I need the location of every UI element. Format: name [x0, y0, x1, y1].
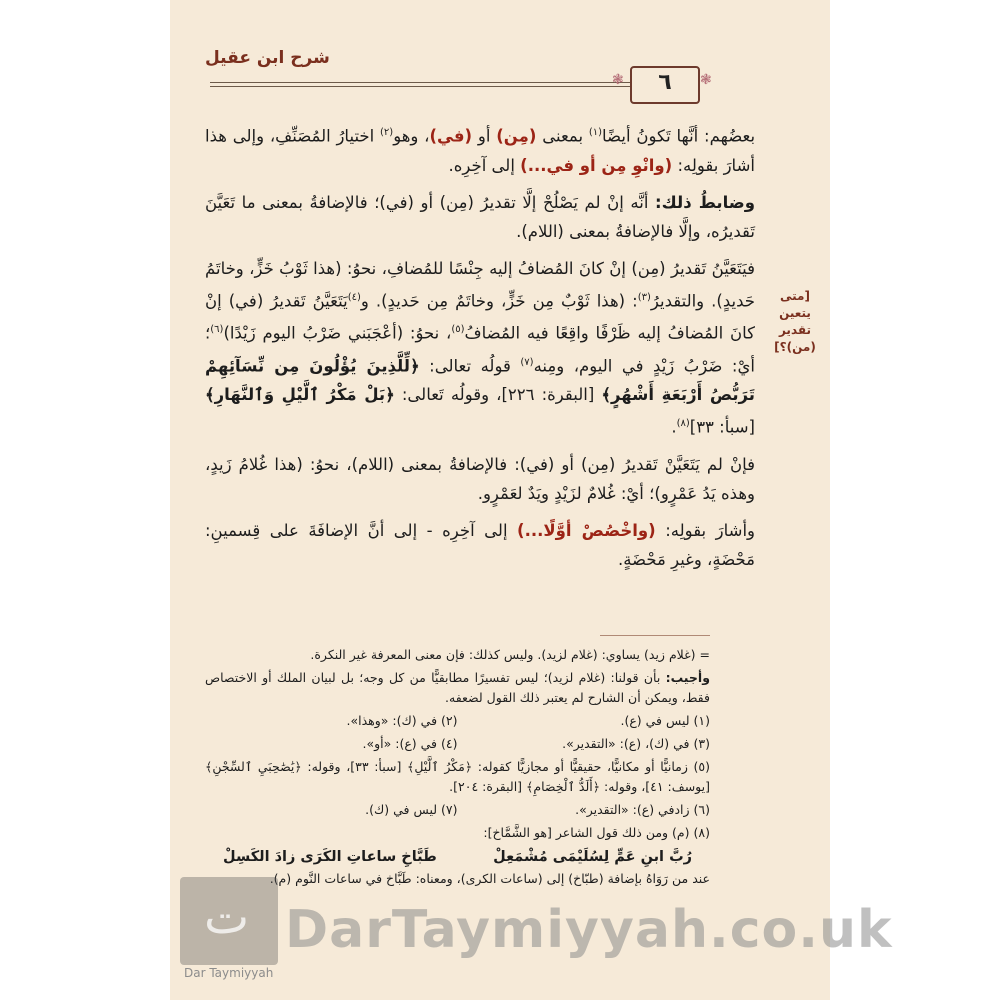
calligraphy-logo-icon: ت [204, 889, 250, 945]
text-run: : (هذا ثَوْبٌ مِن خَزٍّ، وخاتَمٌ مِن حَديدٍ). و [360, 291, 638, 310]
footnote-ref: (١) [588, 127, 603, 138]
paragraph-4 [205, 450, 755, 508]
footnote-ref: (٨) [676, 418, 690, 429]
text-run: بأن قولنا: (غلام لزيد)؛ ليس تفسيرًا مطابقيًّا من كل وجه؛ بل لبيان الملك أو الاختصاص فقط، ويمكن أن الشارح لم يعتبر ذلك القول لضعفه. [205, 670, 710, 705]
footnote-8: (٨) (م) ومن ذلك قول الشاعر [هو الشَّمَّاخ]: [483, 825, 710, 840]
footnote-1: (١) ليس في (ع). [620, 713, 710, 728]
quran-verse: ﴿لِّلَّذِينَ يُؤْلُونَ مِن نِّسَآئِهِمْ تَرَبُّصُ أَرْبَعَةِ أَشْهُرٍ﴾ [205, 356, 755, 404]
poem-verse [223, 847, 692, 867]
text-run: أنَّه إنْ لم يَصْلُحْ إلَّا تقديرُ (مِن) أو (في)؛ فالإضافةُ بمعنى ما تَعَيَّنَ تَقديرُه، وإلَّا فالإضافةُ بمعنى (اللام). [205, 192, 755, 241]
margin-note-line2: تقدير (من)؟] [774, 323, 816, 354]
footnote-continuation: = (غلام زيد) يساوي: (غلام لزيد). وليس كذلك: فإن معنى المعرفة غير النكرة. [310, 647, 710, 662]
footnote-4: (٤) في (ع): «أو». [362, 736, 458, 751]
logo-caption: Dar Taymiyyah [184, 966, 274, 980]
footnote-2: (٢) في (ك): «وهذا». [346, 713, 458, 728]
answer-label: وأجيب: [665, 670, 710, 685]
paragraph-1 [205, 118, 755, 180]
header-rule-secondary [210, 86, 630, 87]
footnote-row [205, 734, 710, 754]
footnote-7: (٧) ليس في (ك). [365, 802, 458, 817]
watermark-text: DarTaymiyyah.co.uk [285, 900, 893, 960]
text-run: بمعنى [542, 126, 584, 146]
text-run: اختيارُ المُصَنِّفِ، وإلى هذا أشارَ بقولِه: [205, 126, 755, 175]
paragraph-3 [205, 254, 755, 442]
footnote-5: (٥) زمانيًّا أو مكانيًّا، حقيقيًّا أو مجازيًّا كقوله: ﴿مَكْرُ ٱلَّيْلِ﴾ [سبأ: ٣٣]، وقوله: ﴿يَٰصَٰحِبَيِ ٱلسِّجْنِ﴾ [يوسف: ٤١]، وقوله: ﴿أَلَدُّ ٱلْخِصَامِ﴾ [البقرة: ٢٠٤]. [205, 759, 710, 794]
footnote-ref: (٧) [520, 356, 534, 368]
footnote-3: (٣) في (ك)، (ع): «التقدير». [562, 736, 710, 751]
verse-quote: (وانْوِ مِن أو في...) [520, 155, 673, 175]
text-run: [البقرة: ٢٢٦]، وقولُه تَعالى: [401, 385, 595, 404]
page-number-frame [630, 66, 700, 104]
footnote-ref: (٣) [637, 291, 651, 303]
text-run: قولُه تعالى: [429, 356, 511, 375]
text-run: فإنْ لم يَتَعَيَّنْ تَقديرُ (مِن) أو (في): فالإضافةُ بمعنى (اللام)، نحوُ: (هذا غُلامُ زَيدٍ، وهذه يَدُ عَمْرٍو)؛ أيْ: غُلامٌ لزَيْدٍ ويَدٌ لعَمْرٍو. [205, 454, 755, 503]
highlight-fi: (في) [429, 126, 473, 146]
text-run: إلى آخِرِه. [448, 155, 515, 175]
text-run: إلى آخِرِه - إلى أنَّ الإضافَةَ على قِسمينِ: مَحْضَةٍ، وغيرِ مَحْضَةٍ. [205, 520, 755, 569]
highlight-min: (مِن) [496, 126, 537, 146]
verse-quote: (واخْصُصْ أوَّلًا...) [517, 520, 656, 540]
text-run: يَتَعَيَّنُ تَقديرُ (في) إنْ كانَ المُضافُ إليه ظَرْفًا واقِعًا فيه المُضافُ [205, 291, 755, 343]
margin-note [764, 288, 826, 356]
footnote-ref: (٥) [451, 324, 465, 335]
footnote-8-tail: عند من رَوَاهُ بإضافة (طبّاخ) إلى (ساعات الكرى)، ومعناه: طَبَّاخ في ساعات النَّوم (م). [269, 871, 710, 886]
publisher-logo [180, 877, 278, 965]
margin-note-line1: [متى يتعين [779, 289, 811, 320]
text-run: أو [477, 126, 491, 146]
footnote-ref: (٢) [380, 127, 394, 138]
footnote-separator [600, 635, 710, 636]
text-run: ، نحوُ: (أعْجَبَني ضَرْبُ اليوم زَيْدًا) [223, 323, 452, 343]
text-run: ، وهو [393, 126, 430, 146]
quran-verse: ﴿بَلْ مَكْرُ ٱلَّيْلِ وَٱلنَّهَارِ﴾ [205, 385, 395, 404]
poem-hemistich-left: طَبَّاخِ ساعاتِ الكَرَى زادَ الكَسِلْ [223, 849, 437, 865]
text-run: ؛ أيْ: ضَرْبُ زَيْدٍ في اليوم، ومِنه [205, 323, 755, 375]
page-number: ٦ [658, 70, 672, 95]
footnote-answer [205, 668, 710, 708]
text-run: بعضُهم: أنَّها تَكونُ أيضًا [602, 126, 756, 146]
ornament-icon: ❃ [612, 72, 624, 88]
paragraph-5 [205, 516, 755, 574]
running-header-title: شرح ابن عقيل [205, 48, 330, 68]
paragraph-2 [205, 188, 755, 246]
main-text [205, 118, 755, 582]
footnote-row [205, 711, 710, 731]
rule-label: وضابطُ ذلك: [655, 192, 756, 212]
header-rule [210, 82, 630, 83]
ornament-icon: ❃ [700, 72, 712, 88]
text-run: [سبأ: ٣٣] [689, 417, 755, 437]
footnote-ref: (٦) [210, 324, 224, 335]
footnote-ref: (٤) [347, 291, 361, 303]
footnote-6: (٦) زادفي (ع): «التقدير». [575, 802, 710, 817]
text-run: وأشارَ بقولِه: [665, 520, 756, 540]
text-run: فيَتَعَيَّنُ تَقديرُ (مِن) إنْ كانَ المُضافُ إليه جِنْسًا للمُضافِ، نحوُ: (هذا ثَوْبُ خَزٍّ، وخاتَمُ حَديدٍ). والتقديرُ [205, 258, 755, 310]
poem-hemistich-right: رُبَّ ابنِ عَمٍّ لِسُلَيْمَى مُشْمَعِلْ [493, 849, 692, 865]
text-run: . [671, 417, 677, 437]
footnotes [205, 645, 710, 892]
footnote-row [205, 800, 710, 820]
